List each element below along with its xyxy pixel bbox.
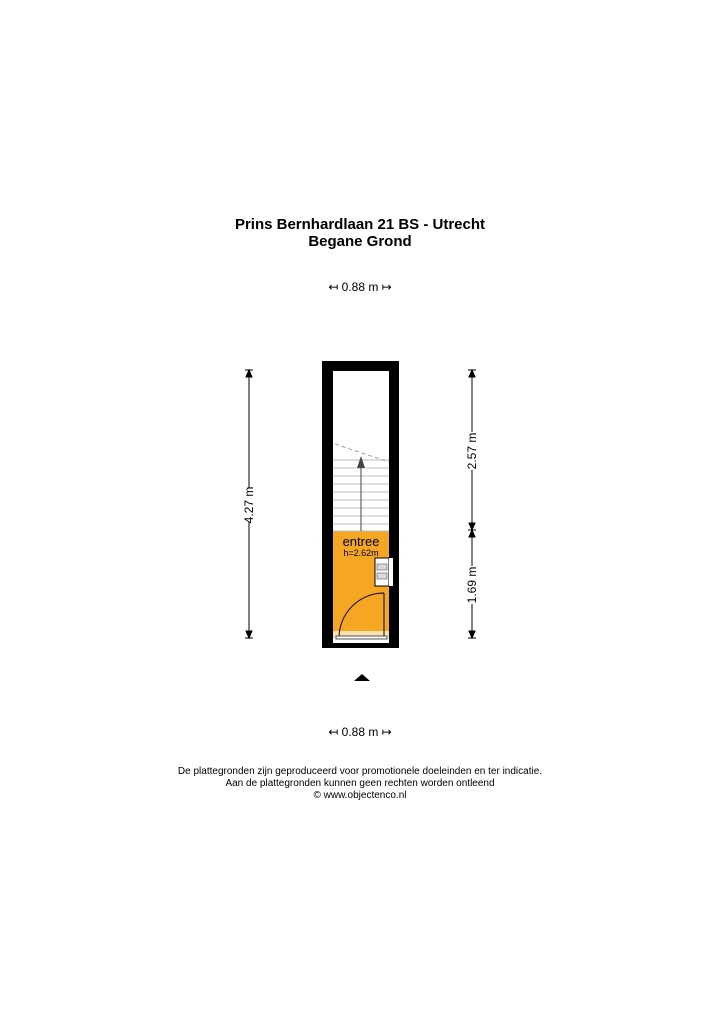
disclaimer-line-2: Aan de plattegronden kunnen geen rechten worden ontleend [225, 778, 495, 789]
width-dimension-top-label: 0.88 m [341, 280, 379, 294]
entrance-marker-icon [354, 674, 370, 681]
meter-cabinet-icon [375, 558, 393, 586]
floor-name: Begane Grond [308, 233, 412, 250]
disclaimer [0, 766, 720, 802]
disclaimer-line-1: De plattegronden zijn geproduceerd voor promotionele doeleinden en ter indicatie. [177, 766, 543, 777]
dim-arrow-right-icon: ↦ [381, 725, 392, 739]
room-height: h=2.62m [343, 548, 379, 558]
right-lower-dimension-label: 1.69 m [465, 566, 479, 604]
copyright-link[interactable]: © www.objectenco.nl [313, 790, 407, 801]
room-name: entree [342, 534, 380, 549]
width-dimension-bottom-label: 0.88 m [341, 725, 379, 739]
width-dimension-bottom [0, 725, 720, 739]
stair-direction-arrow-icon [357, 456, 365, 531]
page-title: Prins Bernhardlaan 21 BS - Utrecht [234, 216, 486, 233]
dim-arrow-left-icon: ↤ [328, 725, 339, 739]
right-upper-dimension-label: 2.57 m [465, 432, 479, 470]
left-dimension-label: 4.27 m [242, 486, 256, 524]
dim-arrow-left-icon: ↤ [328, 280, 339, 294]
dim-arrow-right-icon: ↦ [381, 280, 392, 294]
